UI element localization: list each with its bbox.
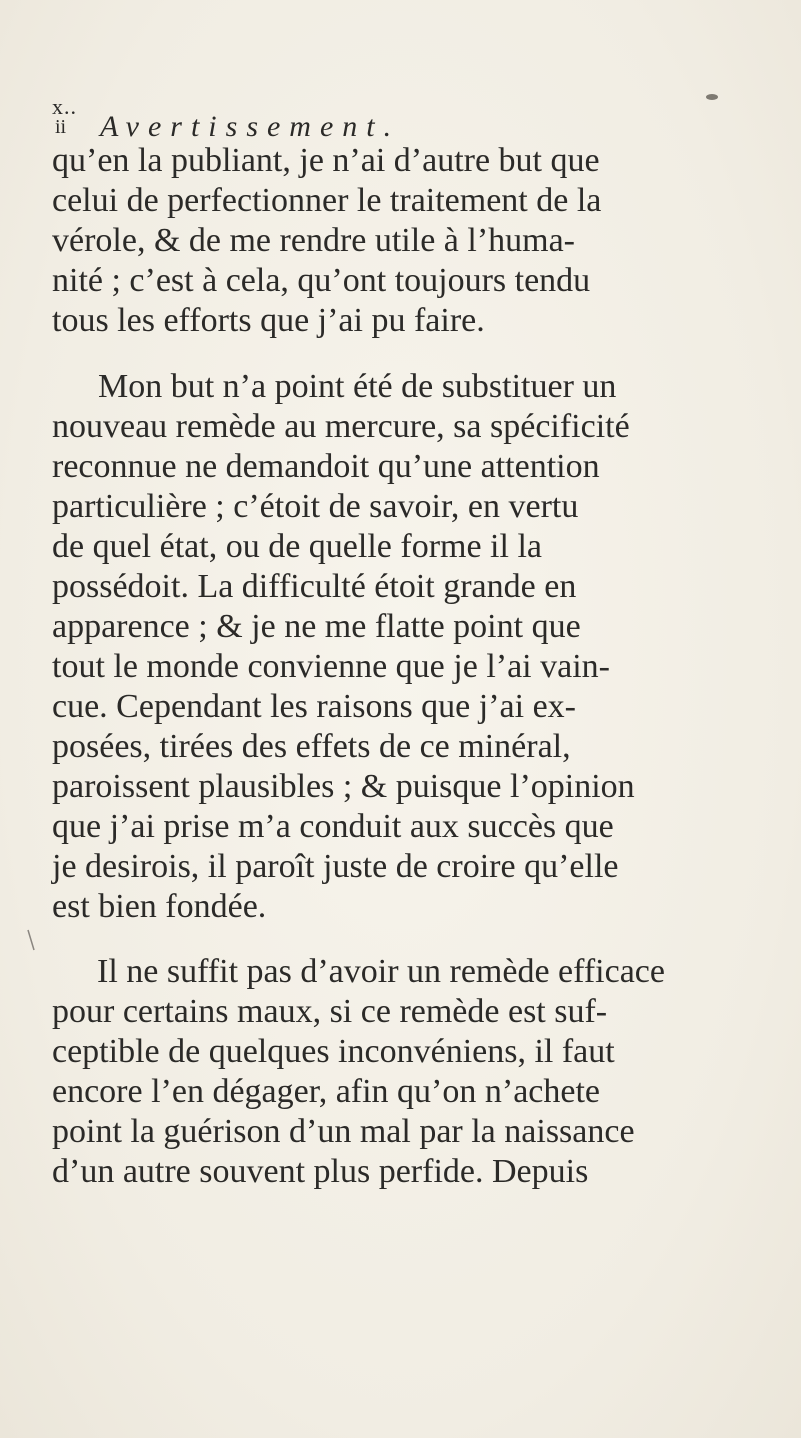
text-line: de quel état, ou de quelle forme il la xyxy=(52,528,542,565)
text-line: cue. Cependant les raisons que j’ai ex- xyxy=(52,688,576,725)
text-line: nouveau remède au mercure, sa spécificité xyxy=(52,408,630,445)
text-line: ceptible de quelques inconvéniens, il faut xyxy=(52,1033,615,1070)
text-line: apparence ; & je ne me flatte point que xyxy=(52,608,581,645)
text-line: qu’en la publiant, je n’ai d’autre but que xyxy=(52,142,600,179)
text-line: posées, tirées des effets de ce minéral, xyxy=(52,728,571,765)
running-head: Avertissement. xyxy=(100,110,401,143)
text-line: je desirois, il paroît juste de croire qu’elle xyxy=(52,848,619,885)
text-line: particulière ; c’étoit de savoir, en vertu xyxy=(52,488,579,525)
text-line: d’un autre souvent plus perfide. Depuis xyxy=(52,1153,589,1190)
text-line: tous les efforts que j’ai pu faire. xyxy=(52,302,485,339)
text-line: tout le monde convienne que je l’ai vain- xyxy=(52,648,610,685)
text-line: vérole, & de me rendre utile à l’huma- xyxy=(52,222,575,259)
text-line: celui de perfectionner le traitement de la xyxy=(52,182,602,219)
text-line: encore l’en dégager, afin qu’on n’achete xyxy=(52,1073,601,1110)
text-line: Il ne suffit pas d’avoir un remède efficace xyxy=(97,953,665,990)
text-line: Mon but n’a point été de substituer un xyxy=(98,368,617,405)
margin-mark-icon xyxy=(25,928,37,952)
text-line: paroissent plausibles ; & puisque l’opinion xyxy=(52,768,635,805)
text-line: que j’ai prise m’a conduit aux succès que xyxy=(52,808,614,845)
ink-blot-icon xyxy=(705,92,719,102)
page-number: ii xyxy=(55,116,67,138)
text-line: possédoit. La difficulté étoit grande en xyxy=(52,568,577,605)
text-line: reconnue ne demandoit qu’une attention xyxy=(52,448,600,485)
text-line: est bien fondée. xyxy=(52,888,267,925)
text-line: pour certains maux, si ce remède est suf- xyxy=(52,993,608,1030)
signature-mark: x.. xyxy=(52,94,77,119)
text-line: point la guérison d’un mal par la naissance xyxy=(52,1113,635,1150)
text-line: nité ; c’est à cela, qu’ont toujours tendu xyxy=(52,262,591,299)
